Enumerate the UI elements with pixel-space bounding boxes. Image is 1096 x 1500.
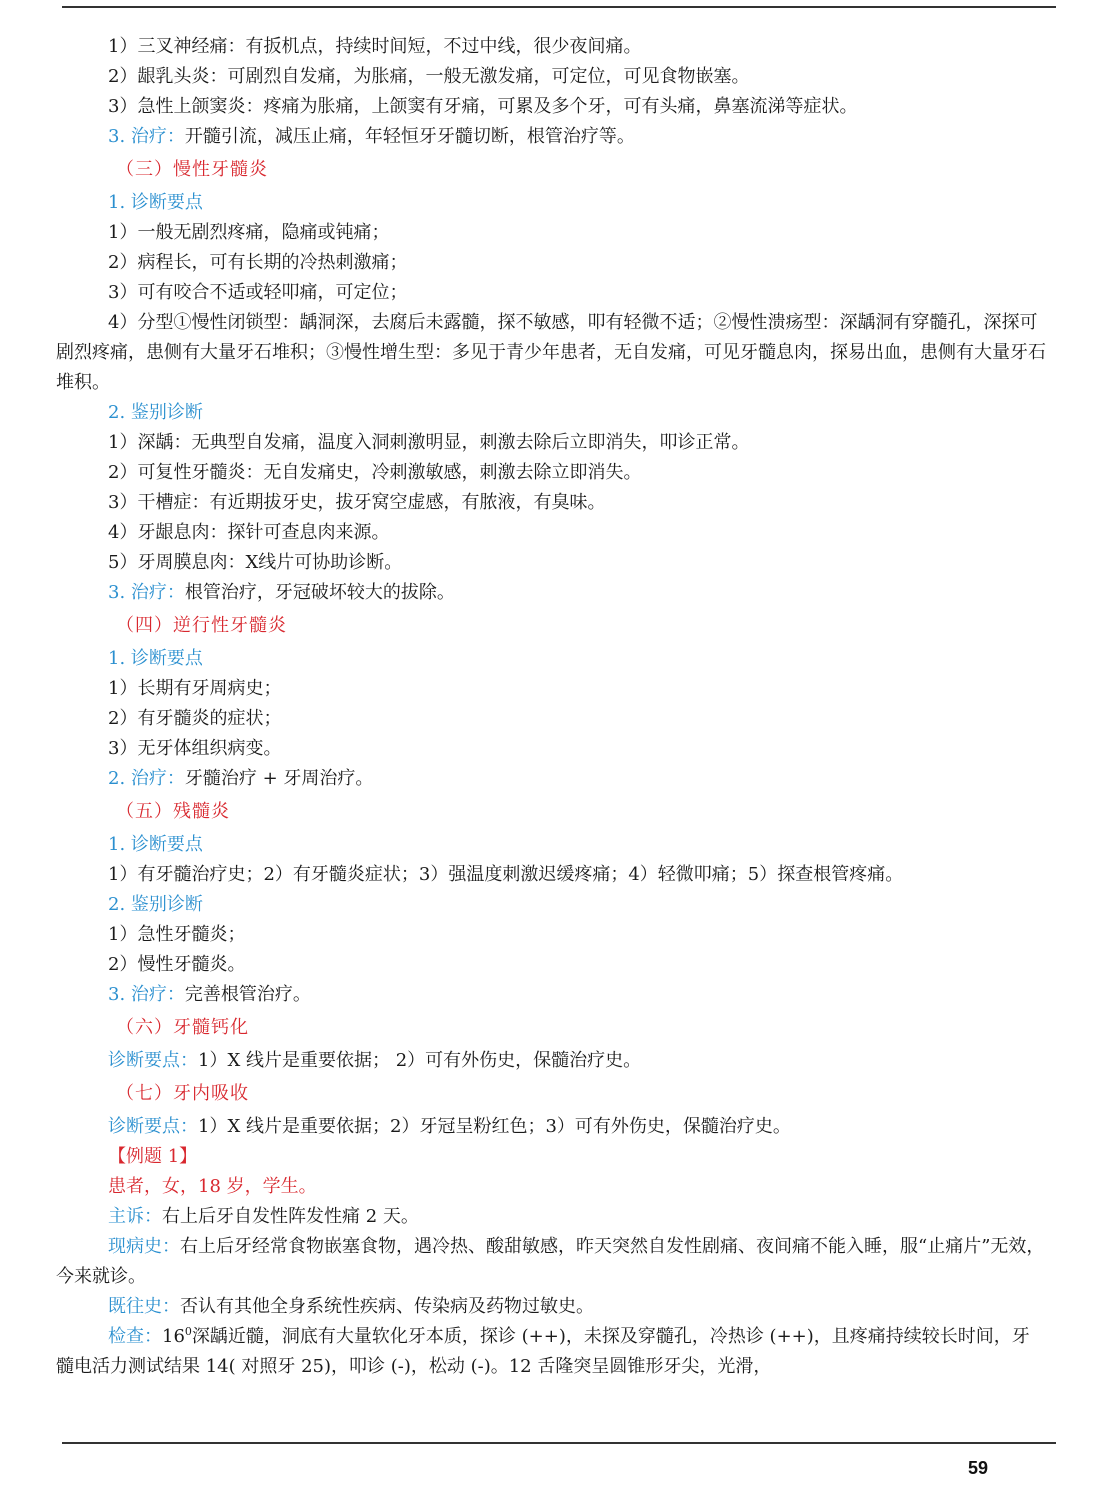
text-line: 1）深龋：无典型自发痛，温度入洞刺激明显，刺激去除后立即消失，叩诊正常。: [108, 432, 750, 453]
field-label: 既往史：: [108, 1296, 180, 1317]
tooth-sup: 0: [184, 1325, 192, 1338]
field-label: 主诉：: [108, 1206, 162, 1227]
diagnosis-label: 诊断要点：: [108, 1116, 198, 1137]
text-line: 2）慢性牙髓炎。: [108, 954, 246, 975]
examination: [56, 1322, 1046, 1382]
text-line: 3）急性上颌窦炎：疼痛为胀痛，上颌窦有牙痛，可累及多个牙，可有头痛，鼻塞流涕等症状。: [108, 96, 858, 117]
text-line: 2）龈乳头炎：可剧烈自发痛，为胀痛，一般无激发痛，可定位，可见食物嵌塞。: [108, 66, 750, 87]
diagnosis-text: 1）X 线片是重要依据； 2）可有外伤史，保髓治疗史。: [198, 1050, 642, 1071]
treatment-text: 根管治疗，牙冠破坏较大的拔除。: [184, 582, 455, 603]
treatment-label: 3. 治疗：: [108, 582, 185, 603]
present-history: [56, 1232, 1046, 1292]
text-line: 1）急性牙髓炎；: [108, 924, 246, 945]
text-line: 1）三叉神经痛：有扳机点，持续时间短，不过中线，很少夜间痛。: [108, 36, 642, 57]
treatment-line: [56, 764, 1046, 794]
field-text: 深龋近髓，洞底有大量软化牙本质，探诊 (++)，未探及穿髓孔，冷热诊 (++)，且疼痛持续较长时间，牙髓电活力测试结果 14( 对照牙 25)，叩诊 (-)，松动 (-)。12 舌隆突呈圆锥形牙尖，光滑，: [56, 1326, 1030, 1377]
section-heading: （七）牙内吸收: [116, 1083, 249, 1104]
text-line: 1）一般无剧烈疼痛，隐痛或钝痛；: [108, 222, 390, 243]
field-text: 否认有其他全身系统性疾病、传染病及药物过敏史。: [180, 1296, 594, 1317]
chief-complaint: [56, 1202, 1046, 1232]
subheading: 2. 鉴别诊断: [108, 894, 203, 915]
treatment-line: [56, 980, 1046, 1010]
text-line: 2）可复性牙髓炎：无自发痛史，冷刺激敏感，刺激去除立即消失。: [108, 462, 642, 483]
treatment-text: 牙髓治疗 + 牙周治疗。: [184, 768, 374, 789]
subheading: 2. 鉴别诊断: [108, 402, 203, 423]
treatment-text: 完善根管治疗。: [184, 984, 311, 1005]
field-text: 右上后牙经常食物嵌塞食物，遇冷热、酸甜敏感，昨天突然自发性剧痛、夜间痛不能入睡，服“止痛片”无效，今来就诊。: [56, 1236, 1045, 1287]
text-line: 5）牙周膜息肉：X线片可协助诊断。: [108, 552, 403, 573]
page-number: 59: [967, 1458, 988, 1478]
text-line: 1）有牙髓治疗史；2）有牙髓炎症状；3）强温度刺激迟缓疼痛；4）轻微叩痛；5）探查根管疼痛。: [108, 864, 904, 885]
diagnosis-label: 诊断要点：: [108, 1050, 198, 1071]
field-label: 现病史：: [108, 1236, 180, 1257]
subheading: 1. 诊断要点: [108, 834, 203, 855]
treatment-line: [56, 578, 1046, 608]
field-label: 检查：: [108, 1326, 162, 1347]
field-text: 右上后牙自发性阵发性痛 2 天。: [162, 1206, 419, 1227]
treatment-label: 3. 治疗：: [108, 984, 185, 1005]
paragraph: 4）分型①慢性闭锁型：龋洞深，去腐后未露髓，探不敏感，叩有轻微不适；②慢性溃疡型：深龋洞有穿髓孔，深探可剧烈疼痛，患侧有大量牙石堆积；③慢性增生型：多见于青少年患者，无自发痛，可见牙髓息肉，探易出血，患侧有大量牙石堆积。: [56, 312, 1046, 393]
patient-info: 患者，女，18 岁，学生。: [108, 1176, 317, 1197]
diagnosis-text: 1）X 线片是重要依据；2）牙冠呈粉红色；3）可有外伤史，保髓治疗史。: [198, 1116, 791, 1137]
bottom-rule: [62, 1442, 1056, 1444]
subheading: 1. 诊断要点: [108, 192, 203, 213]
section-heading: （五）残髓炎: [116, 801, 230, 822]
text-line: 3）可有咬合不适或轻叩痛，可定位；: [108, 282, 408, 303]
section-heading: （六）牙髓钙化: [116, 1017, 249, 1038]
treatment-label: 3. 治疗：: [108, 126, 185, 147]
diagnosis-line: [56, 1046, 1046, 1076]
page-body: [56, 32, 1046, 1382]
diagnosis-line: [56, 1112, 1046, 1142]
tooth-number: 16: [162, 1326, 185, 1347]
text-line: 2）病程长，可有长期的冷热刺激痛；: [108, 252, 408, 273]
section-heading: （四）逆行性牙髓炎: [116, 615, 287, 636]
text-line: 2）有牙髓炎的症状；: [108, 708, 282, 729]
text-line: 4）牙龈息肉：探针可查息肉来源。: [108, 522, 390, 543]
text-line: 1）长期有牙周病史；: [108, 678, 282, 699]
example-heading: 【例题 1】: [108, 1146, 198, 1167]
treatment-line: [56, 122, 1046, 152]
treatment-label: 2. 治疗：: [108, 768, 185, 789]
section-heading: （三）慢性牙髓炎: [116, 159, 268, 180]
text-line: 3）无牙体组织病变。: [108, 738, 282, 759]
past-history: [56, 1292, 1046, 1322]
text-line: 3）干槽症：有近期拔牙史，拔牙窝空虚感，有脓液，有臭味。: [108, 492, 606, 513]
subheading: 1. 诊断要点: [108, 648, 203, 669]
top-rule: [62, 6, 1056, 8]
treatment-text: 开髓引流，减压止痛，年轻恒牙牙髓切断，根管治疗等。: [184, 126, 635, 147]
